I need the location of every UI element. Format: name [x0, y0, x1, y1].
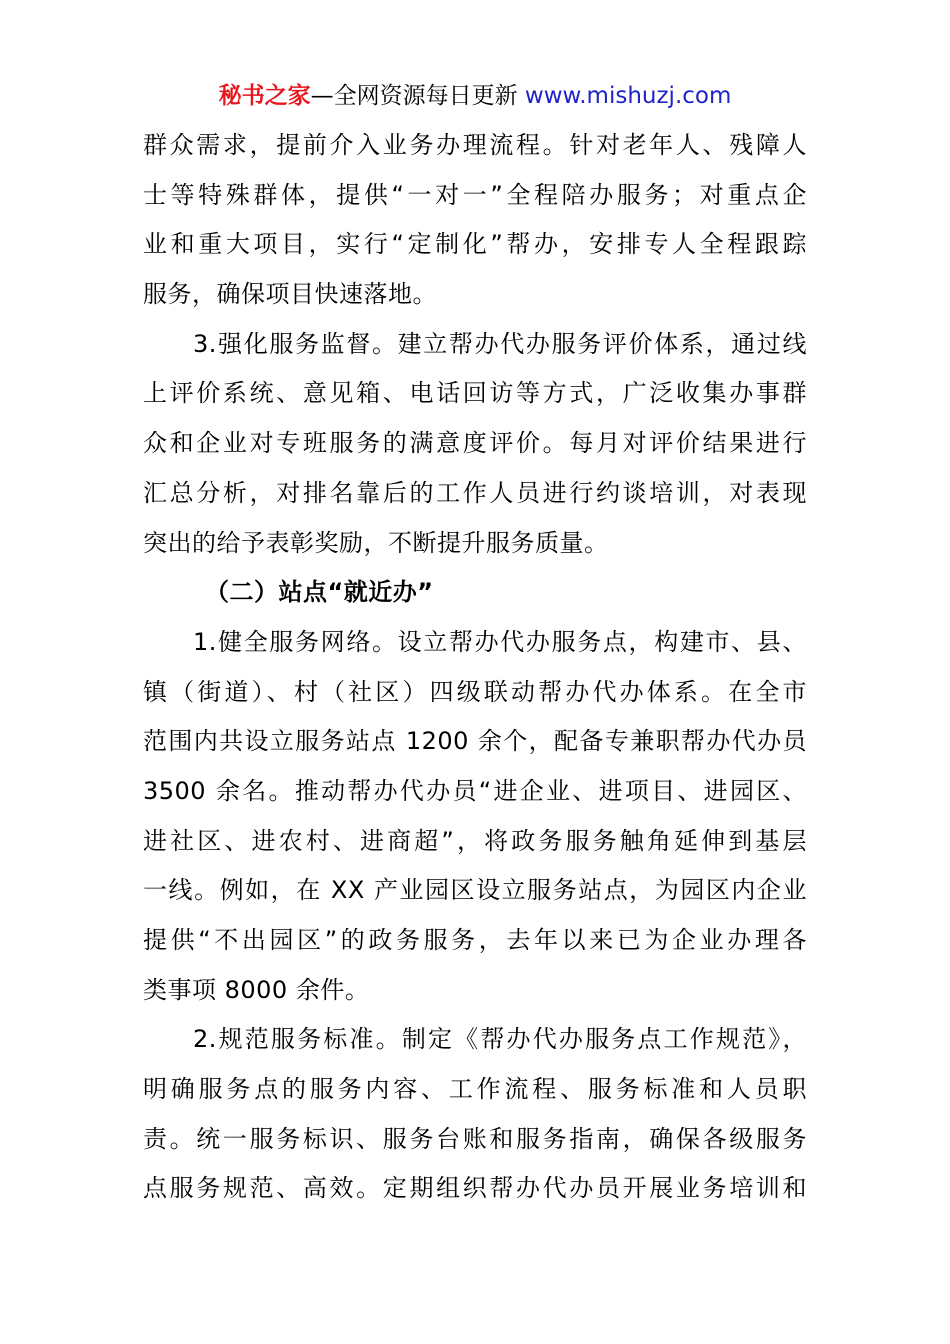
paragraph-line: 突出的给予表彰奖励，不断提升服务质量。	[143, 528, 609, 557]
paragraph-line: 业和重大项目，实行“定制化”帮办，安排专人全程跟踪	[143, 230, 807, 259]
paragraph-line: 1.健全服务网络。设立帮办代办服务点，构建市、县、	[193, 627, 807, 656]
paragraph-line: 上评价系统、意见箱、电话回访等方式，广泛收集办事群	[143, 379, 807, 408]
paragraph-line: 汇总分析，对排名靠后的工作人员进行约谈培训，对表现	[143, 478, 807, 507]
paragraph-line: 进社区、进农村、进商超”，将政务服务触角延伸到基层	[143, 826, 807, 855]
paragraph-line: 3500 余名。推动帮办代办员“进企业、进项目、进园区、	[143, 776, 807, 805]
paragraph-line: 提供“不出园区”的政务服务，去年以来已为企业办理各	[143, 926, 807, 954]
page-header	[0, 80, 950, 112]
section-heading: （二）站点“就近办”	[205, 578, 434, 607]
document-body	[143, 121, 807, 1214]
paragraph-line: 范围内共设立服务站点 1200 余个，配备专兼职帮办代办员	[143, 727, 807, 756]
paragraph-line: 2.规范服务标准。制定《帮办代办服务点工作规范》，	[193, 1025, 807, 1054]
paragraph-line: 点服务规范、高效。定期组织帮办代办员开展业务培训和	[143, 1174, 807, 1203]
header-url-link[interactable]: www.mishuzj.com	[524, 83, 732, 109]
paragraph-line: 一线。例如，在 XX 产业园区设立服务站点，为园区内企业	[143, 876, 807, 905]
paragraph-line: 士等特殊群体，提供“一对一”全程陪办服务；对重点企	[143, 180, 807, 209]
paragraph-line: 类事项 8000 余件。	[143, 975, 370, 1004]
paragraph-line: 群众需求，提前介入业务办理流程。针对老年人、残障人	[143, 131, 807, 159]
paragraph-line: 镇（街道）、村（社区）四级联动帮办代办体系。在全市	[143, 677, 807, 706]
paragraph-line: 明确服务点的服务内容、工作流程、服务标准和人员职	[143, 1075, 807, 1104]
header-tagline: —全网资源每日更新	[310, 83, 525, 109]
paragraph-line: 责。统一服务标识、服务台账和服务指南，确保各级服务	[143, 1124, 807, 1153]
header-brand: 秘书之家	[218, 83, 311, 109]
paragraph-line: 3.强化服务监督。建立帮办代办服务评价体系，通过线	[193, 329, 807, 358]
paragraph-line: 服务，确保项目快速落地。	[143, 280, 437, 309]
paragraph-line: 众和企业对专班服务的满意度评价。每月对评价结果进行	[143, 429, 807, 458]
